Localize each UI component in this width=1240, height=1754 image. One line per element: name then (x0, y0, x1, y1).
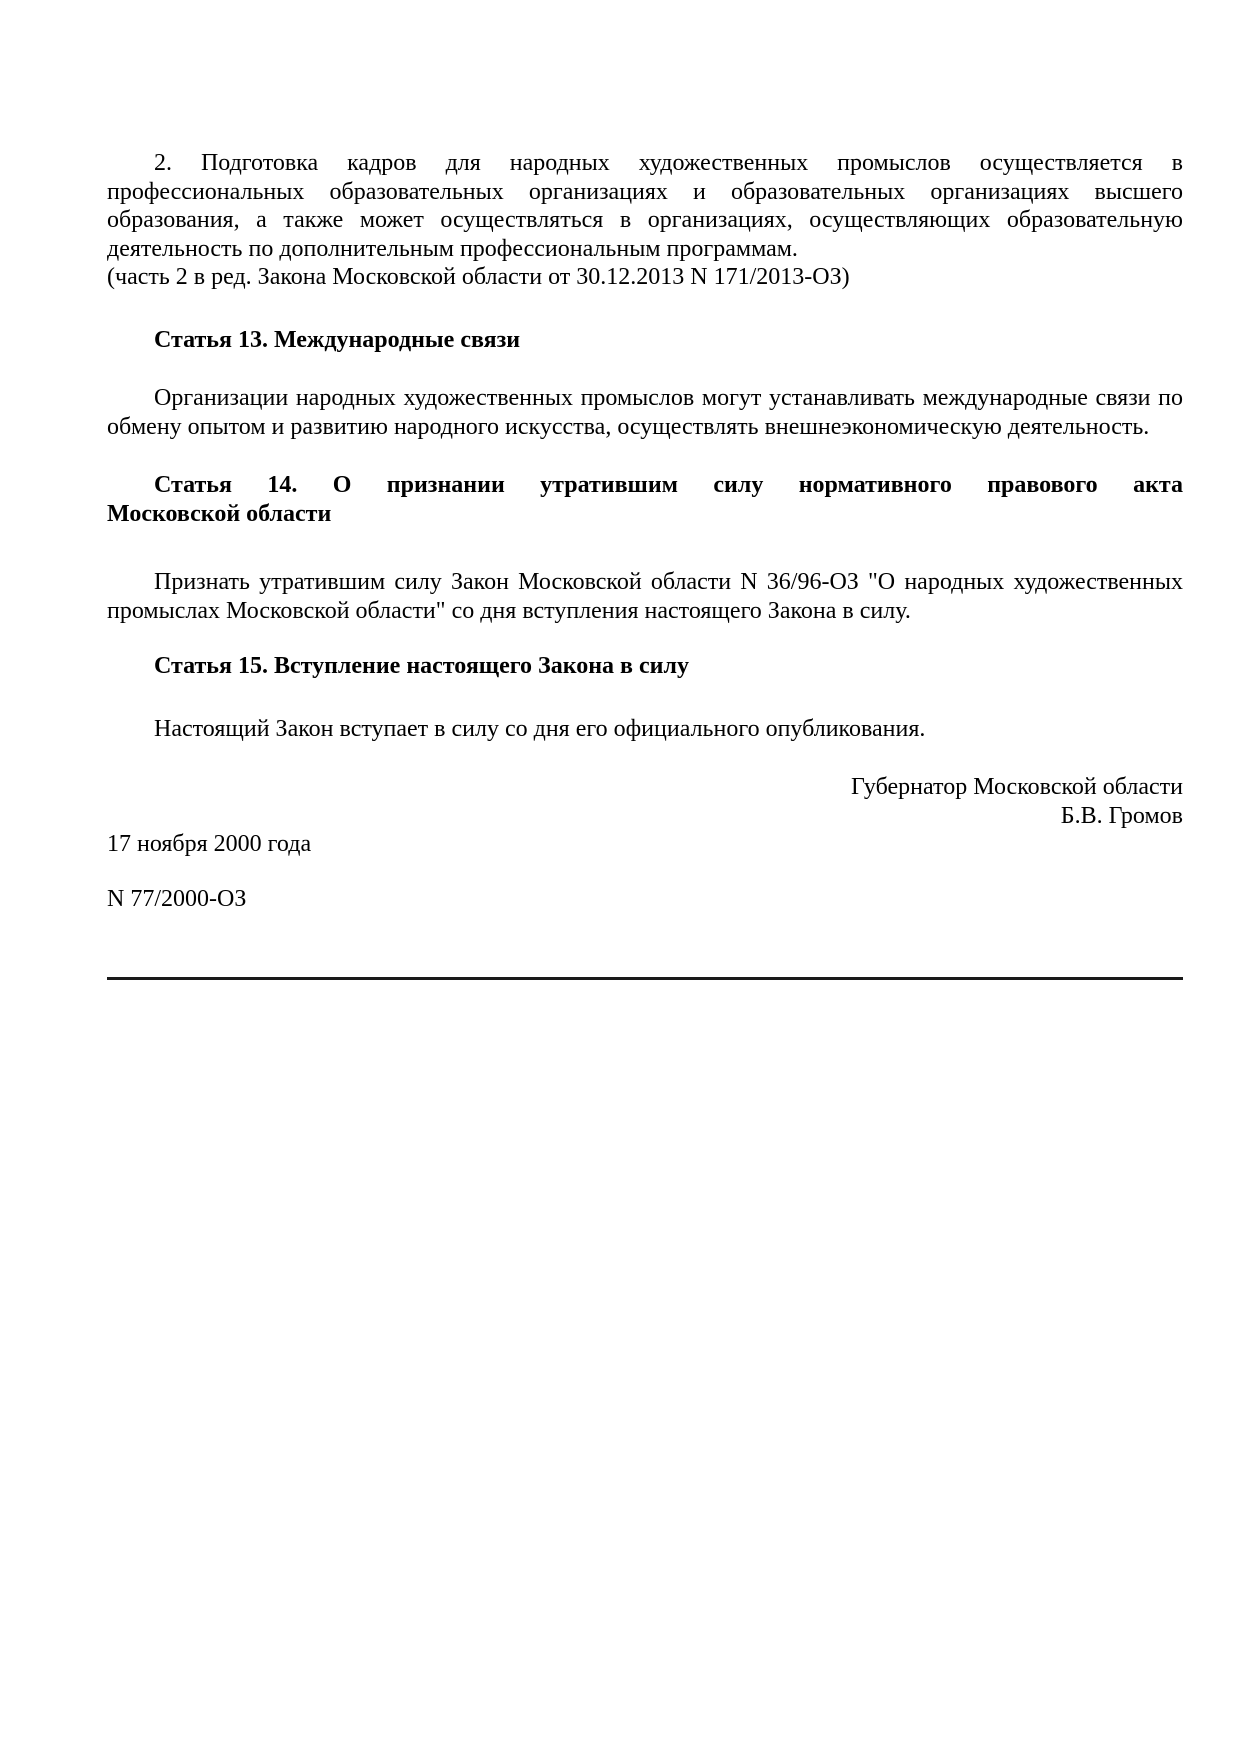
article-14-heading-line2: Московской области (107, 500, 332, 527)
signature-block (107, 773, 1183, 830)
article-15-heading: Статья 15. Вступление настоящего Закона в силу (154, 653, 689, 679)
article-13-heading: Статья 13. Международные связи (154, 326, 521, 353)
article-13-text: Организации народных художественных промыслов могут устанавливать международные связи по обмену опытом и развитию народного искусства, осуществлять внешнеэкономическую деятельность. (107, 385, 1183, 440)
amendment-paragraph: 2. Подготовка кадров для народных художественных промыслов осуществляется в профессиональных образовательных организациях и образовательных организациях высшего образования, а также может осуществляться в организациях, осуществляющих образовательную деятельность по дополнительным профессиональным программам. (107, 150, 1183, 262)
signature-name: Б.В. Громов (1060, 802, 1183, 829)
amendment-note: (часть 2 в ред. Закона Московской области от 30.12.2013 N 171/2013-ОЗ) (107, 264, 850, 290)
document-number: N 77/2000-ОЗ (107, 885, 247, 912)
article-15-text: Настоящий Закон вступает в силу со дня его официального опубликования. (154, 715, 926, 742)
article-14-heading-line1: Статья 14. О признании утратившим силу нормативного правового акта (154, 472, 1183, 498)
signature-title: Губернатор Московской области (850, 774, 1183, 800)
article-14-text: Признать утратившим силу Закон Московской области N 36/96-ОЗ "О народных художественных промыслах Московской области" со дня вступления настоящего Закона в силу. (107, 569, 1183, 624)
date-line: 17 ноября 2000 года (107, 831, 312, 857)
separator-rule (107, 977, 1183, 980)
article-14-heading (107, 471, 1183, 528)
